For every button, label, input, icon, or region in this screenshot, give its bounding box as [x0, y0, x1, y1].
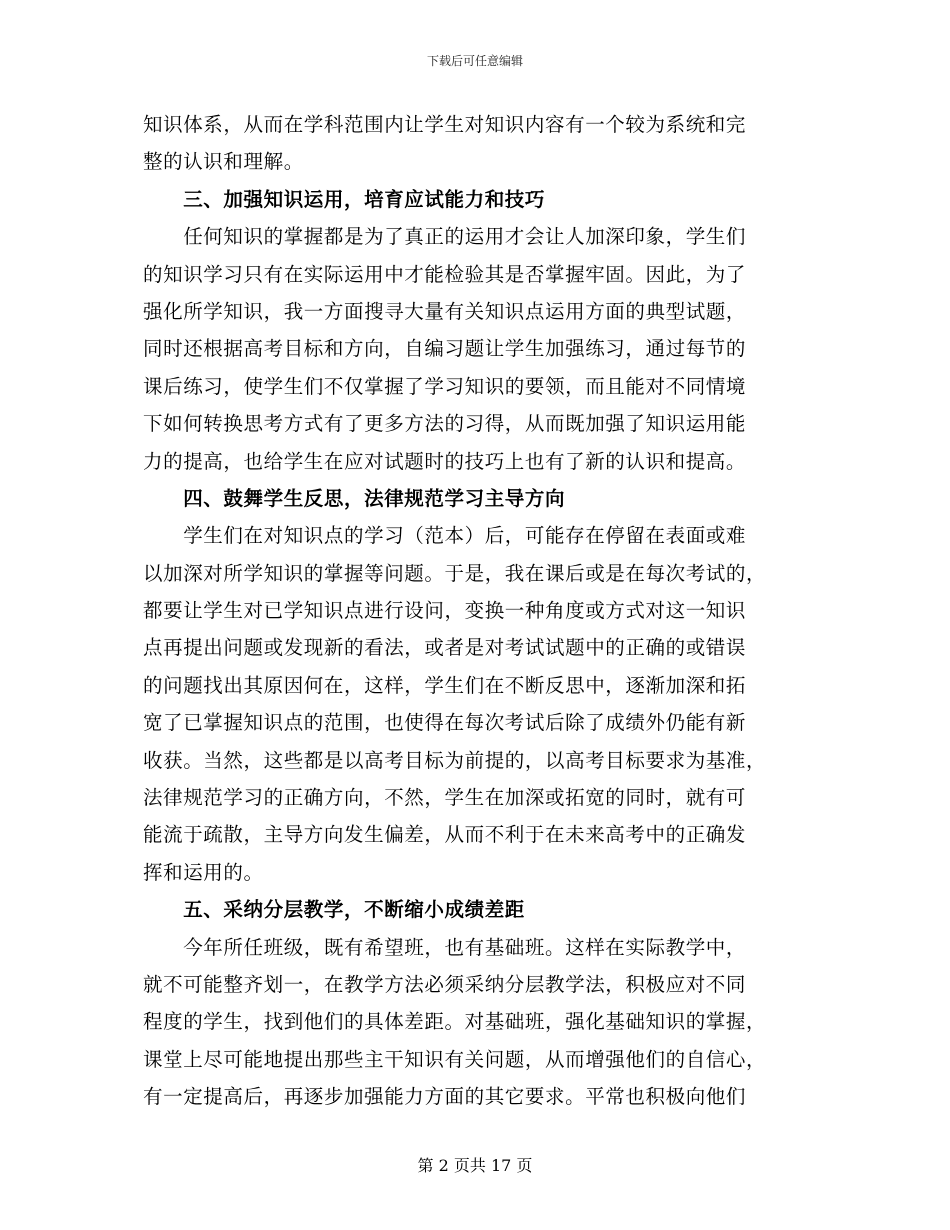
paragraph-line: 力的提高，也给学生在应对试题时的技巧上也有了新的认识和提高。: [143, 449, 747, 473]
paragraph-line: 强化所学知识，我一方面搜寻大量有关知识点运用方面的典型试题，: [143, 299, 747, 323]
paragraph-line: 的问题找出其原因何在，这样，学生们在不断反思中，逐渐加深和拓: [143, 673, 747, 697]
paragraph-line: 的知识学习只有在实际运用中才能检验其是否掌握牢固。因此，为了: [143, 262, 747, 286]
paragraph-line: 程度的学生，找到他们的具体差距。对基础班，强化基础知识的掌握，: [143, 1010, 767, 1034]
page-header: 下载后可任意编辑: [426, 54, 523, 68]
paragraph-line: 任何知识的掌握都是为了真正的运用才会让人加深印象，学生们: [143, 225, 747, 249]
section-heading: 四、鼓舞学生反思，法律规范学习主导方向: [143, 486, 566, 510]
paragraph-line: 有一定提高后，再逐步加强能力方面的其它要求。平常也积极向他们: [143, 1085, 747, 1109]
paragraph-line: 课后练习，使学生们不仅掌握了学习知识的要领，而且能对不同情境: [143, 374, 747, 398]
paragraph-line: 知识体系，从而在学科范围内让学生对知识内容有一个较为系统和完: [143, 113, 747, 136]
document-body: [143, 106, 807, 1116]
paragraph-line: 能流于疏散，主导方向发生偏差，从而不利于在未来高考中的正确发: [143, 823, 747, 847]
paragraph-line: 同时还根据高考目标和方向，自编习题让学生加强练习，通过每节的: [143, 337, 747, 361]
paragraph-line: 收获。当然，这些都是以高考目标为前提的，以高考目标要求为基准，: [143, 748, 767, 772]
paragraph-line: 课堂上尽可能地提出那些主干知识有关问题，从而增强他们的自信心，: [143, 1047, 767, 1071]
section-heading: 五、采纳分层教学，不断缩小成绩差距: [143, 898, 525, 922]
paragraph-line: 点再提出问题或发现新的看法，或者是对考试试题中的正确的或错误: [143, 636, 747, 660]
paragraph-line: 宽了已掌握知识点的范围，也使得在每次考试后除了成绩外仍能有新: [143, 711, 747, 735]
paragraph-line: 就不可能整齐划一，在教学方法必须采纳分层教学法，积极应对不同: [143, 972, 747, 996]
paragraph-line: 学生们在对知识点的学习（范本）后，可能存在停留在表面或难: [143, 524, 747, 548]
section-heading: 三、加强知识运用，培育应试能力和技巧: [143, 187, 546, 211]
paragraph-line: 下如何转换思考方式有了更多方法的习得，从而既加强了知识运用能: [143, 412, 747, 436]
paragraph-line: 法律规范学习的正确方向，不然，学生在加深或拓宽的同时，就有可: [143, 786, 747, 810]
paragraph-line: 以加深对所学知识的掌握等问题。于是，我在课后或是在每次考试的，: [143, 561, 767, 585]
paragraph-line: 挥和运用的。: [143, 860, 264, 884]
paragraph-line: 都要让学生对已学知识点进行设问，变换一种角度或方式对这一知识: [143, 599, 747, 623]
paragraph-line: 整的认识和理解。: [143, 150, 304, 174]
paragraph-line: 今年所任班级，既有希望班，也有基础班。这样在实际教学中，: [143, 935, 747, 959]
page-number-footer: 第 2 页共 17 页: [417, 1156, 533, 1175]
